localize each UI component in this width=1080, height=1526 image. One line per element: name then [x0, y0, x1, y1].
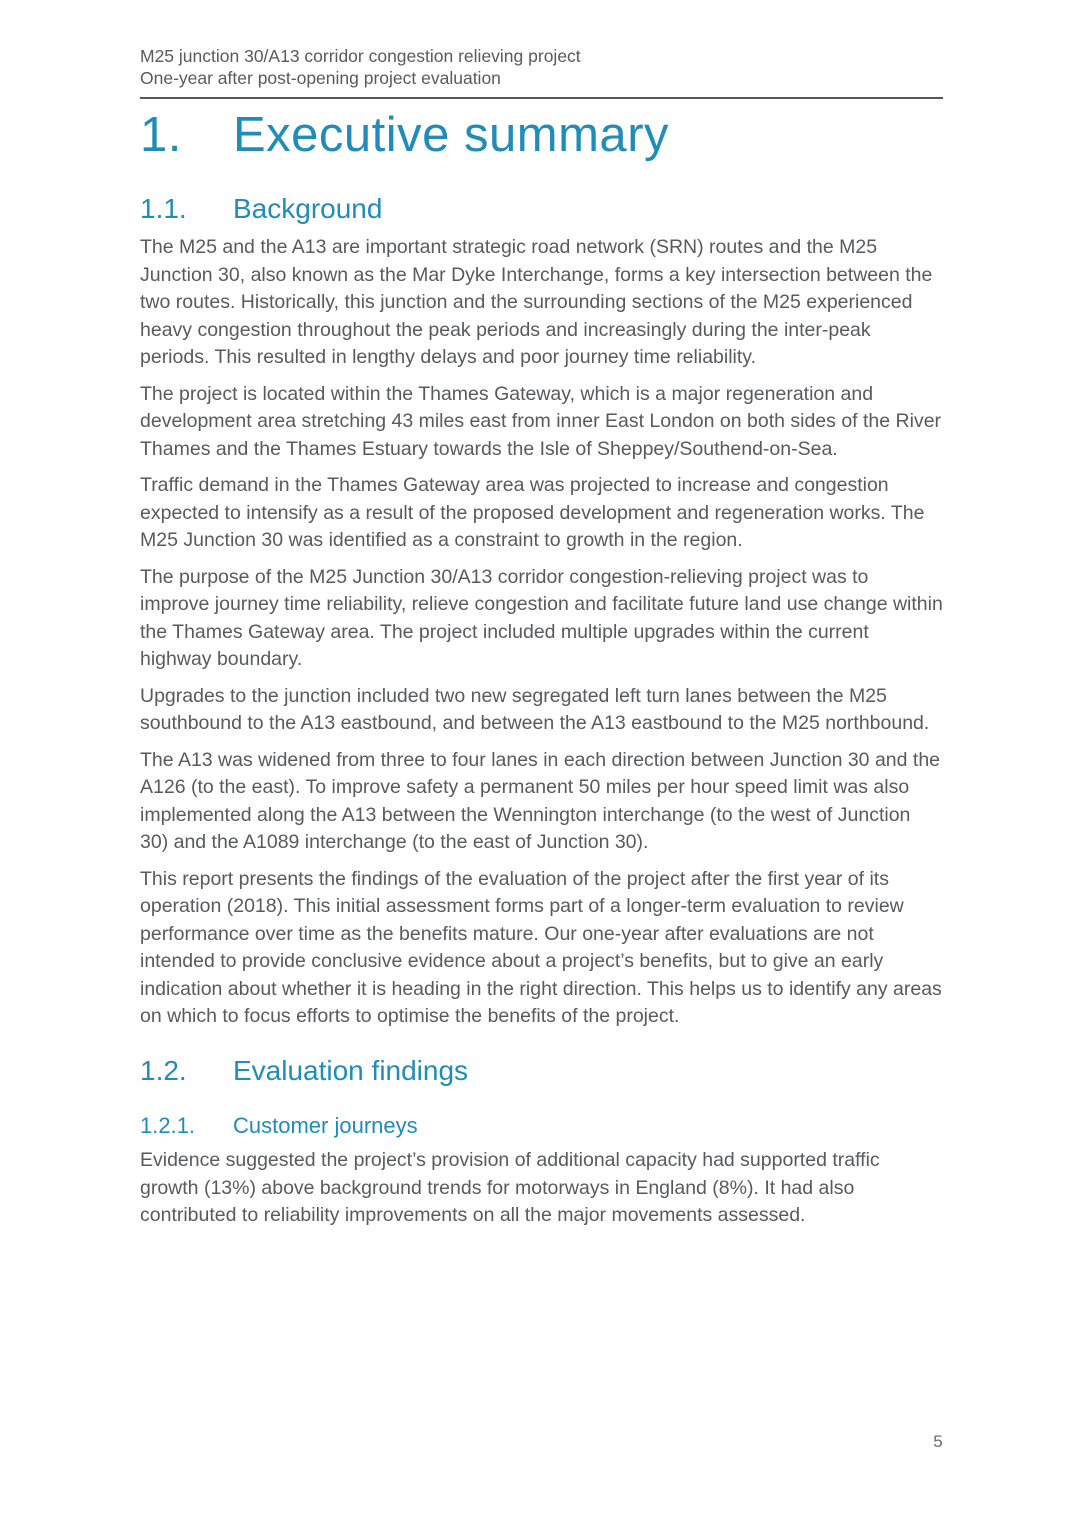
header-divider: [140, 97, 943, 99]
paragraph: The project is located within the Thames Gateway, which is a major regeneration and development area stretching 43 miles east from inner East London on both sides of the River Thames and the Thames Estuary towards the Isle of Sheppey/Southend-on-Sea.: [140, 382, 942, 460]
heading-number: 1.: [140, 108, 182, 162]
page-header: [140, 46, 943, 99]
paragraph: The A13 was widened from three to four lanes in each direction between Junction 30 and the A126 (to the east). To improve safety a permanent 50 miles per hour speed limit was also implemented along the A13 between the Wennington interchange (to the west of Junction 30) and the A1089 interchange (to the east of Junction 30).: [140, 748, 941, 854]
heading-title: Customer journeys: [233, 1112, 418, 1138]
paragraph: The purpose of the M25 Junction 30/A13 corridor congestion-relieving project was to improve journey time reliability, relieve congestion and facilitate future land use change within the Thames Gateway area. The project included multiple upgrades within the current highway boundary.: [140, 565, 943, 671]
paragraph: The M25 and the A13 are important strategic road network (SRN) routes and the M25 Junction 30, also known as the Mar Dyke Interchange, forms a key intersection between the two routes. Historically, this junction and the surrounding sections of the M25 experienced heavy congestion throughout the peak periods and increasingly during the inter-peak periods. This resulted in lengthy delays and poor journey time reliability.: [140, 236, 933, 369]
heading-background: [140, 193, 943, 225]
page-number: 5: [933, 1432, 943, 1451]
heading-customer-journeys: [140, 1113, 943, 1138]
header-line-2: One-year after post-opening project evaluation: [140, 67, 501, 88]
heading-number: 1.2.: [140, 1054, 187, 1086]
heading-number: 1.2.1.: [140, 1112, 196, 1138]
heading-evaluation-findings: [140, 1055, 943, 1087]
heading-title: Evaluation findings: [233, 1054, 469, 1086]
paragraph: This report presents the findings of the evaluation of the project after the first year of its operation (2018). This initial assessment forms part of a longer-term evaluation to review performance over time as the benefits mature. Our one-year after evaluations are not intended to provide conclusive evidence about a project’s benefits, but to give an early indication about whether it is heading in the right direction. This helps us to identify any areas on which to focus efforts to optimise the benefits of the project.: [140, 867, 942, 1028]
heading-executive-summary: [140, 109, 943, 163]
paragraph: Evidence suggested the project’s provision of additional capacity had supported traffic growth (13%) above background trends for motorways in England (8%). It had also contributed to reliability improvements on all the major movements assessed.: [140, 1149, 880, 1227]
paragraph: Upgrades to the junction included two new segregated left turn lanes between the M25 southbound to the A13 eastbound, and between the A13 eastbound to the M25 northbound.: [140, 684, 930, 735]
paragraph: Traffic demand in the Thames Gateway area was projected to increase and congestion expected to intensify as a result of the proposed development and regeneration works. The M25 Junction 30 was identified as a constraint to growth in the region.: [140, 474, 925, 552]
heading-title: Background: [233, 192, 383, 224]
heading-number: 1.1.: [140, 192, 187, 224]
page-content: [140, 46, 943, 1239]
header-line-1: M25 junction 30/A13 corridor congestion relieving project: [140, 46, 581, 66]
heading-title: Executive summary: [233, 108, 670, 162]
